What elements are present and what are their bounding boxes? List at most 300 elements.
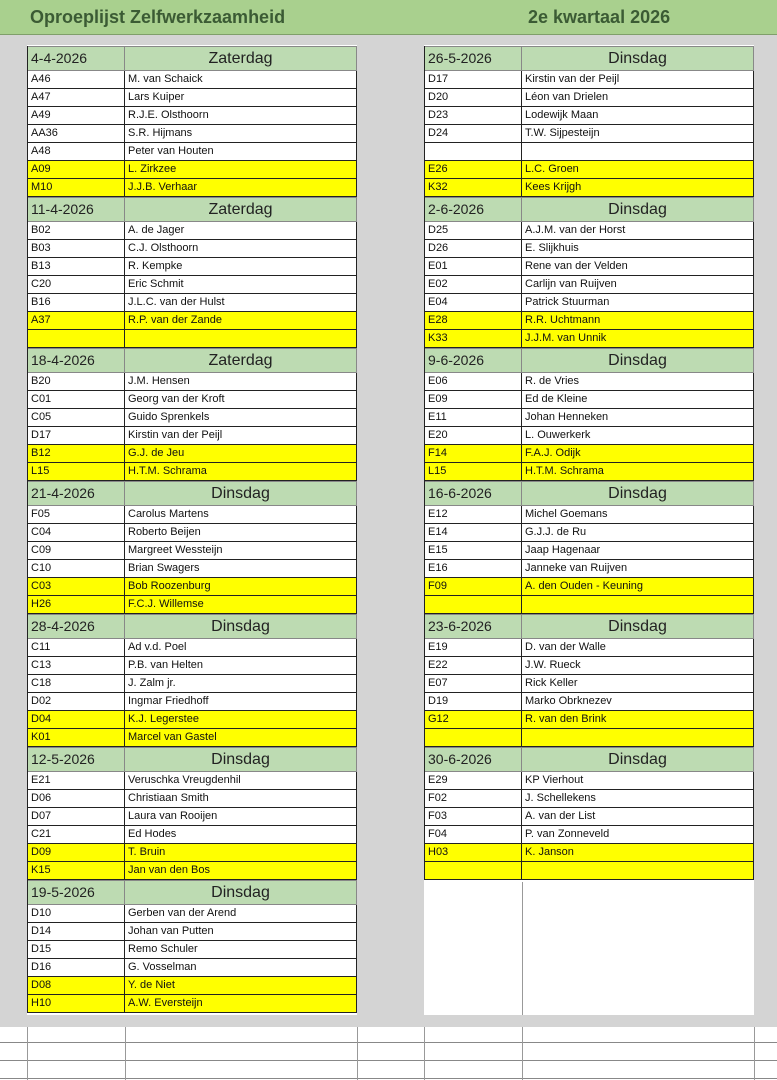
name-cell[interactable]: Michel Goemans: [522, 506, 754, 524]
grid-col-line: [125, 1027, 126, 1080]
name-cell[interactable]: A. van der List: [522, 808, 754, 826]
code-cell[interactable]: D08: [28, 977, 125, 995]
code-cell[interactable]: [28, 330, 125, 348]
table-row: [28, 222, 357, 240]
code-cell[interactable]: E11: [425, 409, 522, 427]
name-cell[interactable]: R. de Vries: [522, 373, 754, 391]
code-cell[interactable]: C05: [28, 409, 125, 427]
name-cell[interactable]: Marcel van Gastel: [125, 729, 357, 747]
table-row: [28, 772, 357, 790]
name-cell[interactable]: [522, 596, 754, 614]
code-cell[interactable]: C09: [28, 542, 125, 560]
name-cell[interactable]: A. den Ouden - Keuning: [522, 578, 754, 596]
table-row: [425, 294, 754, 312]
table-row: [425, 373, 754, 391]
code-cell[interactable]: B12: [28, 445, 125, 463]
name-cell[interactable]: Lodewijk Maan: [522, 107, 754, 125]
table-row: [425, 312, 754, 330]
code-cell[interactable]: E21: [28, 772, 125, 790]
top-strip: [0, 35, 777, 45]
block-header: [28, 348, 357, 373]
name-cell[interactable]: Johan Henneken: [522, 409, 754, 427]
name-cell[interactable]: Ed Hodes: [125, 826, 357, 844]
code-cell[interactable]: H26: [28, 596, 125, 614]
table-row: [425, 506, 754, 524]
block-day[interactable]: Zaterdag: [125, 197, 357, 222]
code-cell[interactable]: F05: [28, 506, 125, 524]
code-cell[interactable]: M10: [28, 179, 125, 197]
code-cell[interactable]: E26: [425, 161, 522, 179]
code-cell[interactable]: E12: [425, 506, 522, 524]
table-row: [28, 427, 357, 445]
table-row: [425, 427, 754, 445]
grid-col-line: [424, 1027, 425, 1080]
name-cell[interactable]: C.J. Olsthoorn: [125, 240, 357, 258]
code-cell[interactable]: E29: [425, 772, 522, 790]
table-row: [28, 905, 357, 923]
code-cell[interactable]: K15: [28, 862, 125, 880]
name-cell[interactable]: J.J.M. van Unnik: [522, 330, 754, 348]
name-cell[interactable]: Georg van der Kroft: [125, 391, 357, 409]
name-cell[interactable]: R.R. Uchtmann: [522, 312, 754, 330]
code-cell[interactable]: E15: [425, 542, 522, 560]
table-row: [425, 445, 754, 463]
table-row: [28, 542, 357, 560]
name-cell[interactable]: J.M. Hensen: [125, 373, 357, 391]
schedule-block: [27, 614, 357, 747]
code-cell[interactable]: D07: [28, 808, 125, 826]
table-row: [28, 711, 357, 729]
code-cell[interactable]: C21: [28, 826, 125, 844]
name-cell[interactable]: Johan van Putten: [125, 923, 357, 941]
block-header: [28, 614, 357, 639]
name-cell[interactable]: F.C.J. Willemse: [125, 596, 357, 614]
name-cell[interactable]: T.W. Sijpesteijn: [522, 125, 754, 143]
name-cell[interactable]: Carlijn van Ruijven: [522, 276, 754, 294]
code-cell[interactable]: [425, 596, 522, 614]
code-cell[interactable]: E19: [425, 639, 522, 657]
name-cell[interactable]: Y. de Niet: [125, 977, 357, 995]
name-cell[interactable]: F.A.J. Odijk: [522, 445, 754, 463]
name-cell[interactable]: R. van den Brink: [522, 711, 754, 729]
name-cell[interactable]: [522, 862, 754, 880]
grid-col-line: [27, 1027, 28, 1080]
table-row: [28, 330, 357, 348]
block-date[interactable]: 9-6-2026: [425, 348, 522, 373]
code-cell[interactable]: D19: [425, 693, 522, 711]
code-cell[interactable]: K33: [425, 330, 522, 348]
code-cell[interactable]: H03: [425, 844, 522, 862]
name-cell[interactable]: K.J. Legerstee: [125, 711, 357, 729]
code-cell[interactable]: D23: [425, 107, 522, 125]
block-header: [425, 747, 754, 772]
left-schedule-column: [27, 46, 357, 1013]
table-row: [425, 391, 754, 409]
code-cell[interactable]: D24: [425, 125, 522, 143]
table-row: [28, 675, 357, 693]
name-cell[interactable]: [125, 330, 357, 348]
block-date[interactable]: 16-6-2026: [425, 481, 522, 506]
name-cell[interactable]: J.J.B. Verhaar: [125, 179, 357, 197]
name-cell[interactable]: R. Kempke: [125, 258, 357, 276]
name-cell[interactable]: [522, 143, 754, 161]
name-cell[interactable]: Carolus Martens: [125, 506, 357, 524]
code-cell[interactable]: C03: [28, 578, 125, 596]
code-cell[interactable]: F14: [425, 445, 522, 463]
code-cell[interactable]: F04: [425, 826, 522, 844]
code-cell[interactable]: [425, 143, 522, 161]
code-cell[interactable]: B02: [28, 222, 125, 240]
block-header: [28, 880, 357, 905]
code-cell[interactable]: D14: [28, 923, 125, 941]
name-cell[interactable]: Ed de Kleine: [522, 391, 754, 409]
schedule-block: [424, 348, 754, 481]
code-cell[interactable]: C04: [28, 524, 125, 542]
table-row: [425, 657, 754, 675]
code-cell[interactable]: E16: [425, 560, 522, 578]
code-cell[interactable]: D26: [425, 240, 522, 258]
schedule-block: [424, 481, 754, 614]
table-row: [28, 578, 357, 596]
name-cell[interactable]: S.R. Hijmans: [125, 125, 357, 143]
code-cell[interactable]: E04: [425, 294, 522, 312]
table-row: [28, 729, 357, 747]
table-row: [28, 790, 357, 808]
code-cell[interactable]: H10: [28, 995, 125, 1013]
table-row: [425, 862, 754, 880]
table-row: [28, 373, 357, 391]
code-cell[interactable]: F03: [425, 808, 522, 826]
table-row: [28, 941, 357, 959]
code-cell[interactable]: C10: [28, 560, 125, 578]
code-cell[interactable]: E22: [425, 657, 522, 675]
name-cell[interactable]: Ad v.d. Poel: [125, 639, 357, 657]
table-row: [28, 161, 357, 179]
name-cell[interactable]: H.T.M. Schrama: [125, 463, 357, 481]
code-cell[interactable]: E14: [425, 524, 522, 542]
table-row: [28, 657, 357, 675]
block-day[interactable]: Dinsdag: [522, 747, 754, 772]
table-row: [28, 463, 357, 481]
table-row: [425, 542, 754, 560]
code-cell[interactable]: C11: [28, 639, 125, 657]
block-header: [425, 348, 754, 373]
code-cell[interactable]: E06: [425, 373, 522, 391]
code-cell[interactable]: E20: [425, 427, 522, 445]
table-row: [28, 445, 357, 463]
table-row: [425, 89, 754, 107]
code-cell[interactable]: G12: [425, 711, 522, 729]
block-date[interactable]: 11-4-2026: [28, 197, 125, 222]
table-row: [28, 89, 357, 107]
table-row: [425, 675, 754, 693]
table-row: [28, 959, 357, 977]
name-cell[interactable]: J.L.C. van der Hulst: [125, 294, 357, 312]
code-cell[interactable]: [425, 729, 522, 747]
table-row: [425, 826, 754, 844]
code-cell[interactable]: C20: [28, 276, 125, 294]
code-cell[interactable]: [425, 862, 522, 880]
table-row: [425, 240, 754, 258]
block-date[interactable]: 30-6-2026: [425, 747, 522, 772]
table-row: [28, 240, 357, 258]
code-cell[interactable]: E01: [425, 258, 522, 276]
block-header: [28, 481, 357, 506]
block-date[interactable]: 26-5-2026: [425, 46, 522, 71]
name-cell[interactable]: Kirstin van der Peijl: [125, 427, 357, 445]
block-date[interactable]: 12-5-2026: [28, 747, 125, 772]
name-cell[interactable]: Jan van den Bos: [125, 862, 357, 880]
block-date[interactable]: 4-4-2026: [28, 46, 125, 71]
schedule-block: [424, 747, 754, 880]
block-day[interactable]: Dinsdag: [522, 614, 754, 639]
code-cell[interactable]: K01: [28, 729, 125, 747]
block-header: [425, 197, 754, 222]
block-day[interactable]: Dinsdag: [125, 747, 357, 772]
name-cell[interactable]: J. Schellekens: [522, 790, 754, 808]
block-day[interactable]: Dinsdag: [522, 481, 754, 506]
name-cell[interactable]: KP Vierhout: [522, 772, 754, 790]
code-cell[interactable]: A46: [28, 71, 125, 89]
table-row: [28, 639, 357, 657]
code-cell[interactable]: L15: [28, 463, 125, 481]
name-cell[interactable]: Rene van der Velden: [522, 258, 754, 276]
block-day[interactable]: Dinsdag: [125, 481, 357, 506]
code-cell[interactable]: C01: [28, 391, 125, 409]
table-row: [425, 463, 754, 481]
block-date[interactable]: 19-5-2026: [28, 880, 125, 905]
code-cell[interactable]: B16: [28, 294, 125, 312]
name-cell[interactable]: Brian Swagers: [125, 560, 357, 578]
code-cell[interactable]: D09: [28, 844, 125, 862]
block-day[interactable]: Dinsdag: [125, 880, 357, 905]
block-date[interactable]: 21-4-2026: [28, 481, 125, 506]
code-cell[interactable]: A09: [28, 161, 125, 179]
name-cell[interactable]: J.W. Rueck: [522, 657, 754, 675]
table-row: [28, 391, 357, 409]
code-cell[interactable]: D20: [425, 89, 522, 107]
code-cell[interactable]: A47: [28, 89, 125, 107]
name-cell[interactable]: A. de Jager: [125, 222, 357, 240]
code-cell[interactable]: A37: [28, 312, 125, 330]
code-cell[interactable]: A48: [28, 143, 125, 161]
code-cell[interactable]: E28: [425, 312, 522, 330]
name-cell[interactable]: H.T.M. Schrama: [522, 463, 754, 481]
name-cell[interactable]: Eric Schmit: [125, 276, 357, 294]
table-row: [28, 258, 357, 276]
block-header: [28, 197, 357, 222]
name-cell[interactable]: Veruschka Vreugdenhil: [125, 772, 357, 790]
code-cell[interactable]: A49: [28, 107, 125, 125]
block-day[interactable]: Dinsdag: [522, 197, 754, 222]
block-day[interactable]: Dinsdag: [125, 614, 357, 639]
name-cell[interactable]: Roberto Beijen: [125, 524, 357, 542]
name-cell[interactable]: R.P. van der Zande: [125, 312, 357, 330]
schedule-block: [27, 348, 357, 481]
table-row: [425, 844, 754, 862]
code-cell[interactable]: B20: [28, 373, 125, 391]
name-cell[interactable]: Bob Roozenburg: [125, 578, 357, 596]
name-cell[interactable]: D. van der Walle: [522, 639, 754, 657]
name-cell[interactable]: L. Ouwerkerk: [522, 427, 754, 445]
code-cell[interactable]: F02: [425, 790, 522, 808]
quarter-title: 2e kwartaal 2026: [528, 7, 671, 27]
table-row: [28, 560, 357, 578]
code-cell[interactable]: D17: [425, 71, 522, 89]
name-cell[interactable]: Patrick Stuurman: [522, 294, 754, 312]
block-header: [425, 481, 754, 506]
code-cell[interactable]: L15: [425, 463, 522, 481]
block-date[interactable]: 28-4-2026: [28, 614, 125, 639]
code-cell[interactable]: K32: [425, 179, 522, 197]
name-cell[interactable]: M. van Schaick: [125, 71, 357, 89]
table-row: [425, 179, 754, 197]
empty-grid-line: [0, 1078, 777, 1079]
table-row: [425, 729, 754, 747]
name-cell[interactable]: L.C. Groen: [522, 161, 754, 179]
table-row: [28, 524, 357, 542]
table-row: [28, 995, 357, 1013]
table-row: [425, 711, 754, 729]
name-cell[interactable]: A.J.M. van der Horst: [522, 222, 754, 240]
table-row: [28, 506, 357, 524]
schedule-block: [27, 197, 357, 348]
code-cell[interactable]: E07: [425, 675, 522, 693]
code-cell[interactable]: D25: [425, 222, 522, 240]
name-cell[interactable]: G. Vosselman: [125, 959, 357, 977]
code-cell[interactable]: D10: [28, 905, 125, 923]
grid-col-line: [522, 1027, 523, 1080]
empty-grid-line: [0, 1060, 777, 1061]
name-cell[interactable]: A.W. Eversteijn: [125, 995, 357, 1013]
page-title: Oproeplijst Zelfwerkzaamheid: [30, 7, 286, 27]
name-cell[interactable]: T. Bruin: [125, 844, 357, 862]
code-cell[interactable]: D17: [28, 427, 125, 445]
name-cell[interactable]: P. van Zonneveld: [522, 826, 754, 844]
left-margin: [0, 35, 27, 1015]
name-cell[interactable]: K. Janson: [522, 844, 754, 862]
name-cell[interactable]: J. Zalm jr.: [125, 675, 357, 693]
table-row: [425, 639, 754, 657]
code-cell[interactable]: D15: [28, 941, 125, 959]
name-cell[interactable]: Léon van Drielen: [522, 89, 754, 107]
table-row: [425, 409, 754, 427]
block-day[interactable]: Zaterdag: [125, 46, 357, 71]
table-row: [425, 693, 754, 711]
block-day[interactable]: Dinsdag: [522, 46, 754, 71]
code-cell[interactable]: E02: [425, 276, 522, 294]
name-cell[interactable]: G.J. de Jeu: [125, 445, 357, 463]
name-cell[interactable]: Remo Schuler: [125, 941, 357, 959]
table-row: [425, 161, 754, 179]
name-cell[interactable]: Laura van Rooijen: [125, 808, 357, 826]
name-cell[interactable]: G.J.J. de Ru: [522, 524, 754, 542]
middle-gutter: [357, 35, 424, 1025]
grid-col-line: [522, 882, 523, 1015]
table-row: [425, 276, 754, 294]
block-header: [28, 46, 357, 71]
schedule-block: [424, 46, 754, 197]
name-cell[interactable]: Lars Kuiper: [125, 89, 357, 107]
table-row: [425, 258, 754, 276]
schedule-block: [27, 880, 357, 1013]
table-row: [28, 143, 357, 161]
title-bar: [0, 0, 777, 35]
table-row: [425, 524, 754, 542]
name-cell[interactable]: E. Slijkhuis: [522, 240, 754, 258]
schedule-block: [27, 481, 357, 614]
name-cell[interactable]: [522, 729, 754, 747]
code-cell[interactable]: C18: [28, 675, 125, 693]
name-cell[interactable]: Guido Sprenkels: [125, 409, 357, 427]
bottom-strip: [0, 1015, 777, 1027]
empty-grid-line: [0, 1042, 777, 1043]
code-cell[interactable]: C13: [28, 657, 125, 675]
code-cell[interactable]: B03: [28, 240, 125, 258]
table-row: [28, 977, 357, 995]
schedule-block: [27, 747, 357, 880]
table-row: [28, 409, 357, 427]
table-row: [28, 71, 357, 89]
table-row: [28, 808, 357, 826]
code-cell[interactable]: D02: [28, 693, 125, 711]
code-cell[interactable]: D16: [28, 959, 125, 977]
name-cell[interactable]: R.J.E. Olsthoorn: [125, 107, 357, 125]
code-cell[interactable]: D04: [28, 711, 125, 729]
block-date[interactable]: 23-6-2026: [425, 614, 522, 639]
block-day[interactable]: Zaterdag: [125, 348, 357, 373]
table-row: [28, 844, 357, 862]
block-day[interactable]: Dinsdag: [522, 348, 754, 373]
table-row: [28, 179, 357, 197]
name-cell[interactable]: Peter van Houten: [125, 143, 357, 161]
table-row: [425, 578, 754, 596]
table-row: [28, 923, 357, 941]
name-cell[interactable]: Janneke van Ruijven: [522, 560, 754, 578]
table-row: [425, 330, 754, 348]
block-date[interactable]: 18-4-2026: [28, 348, 125, 373]
code-cell[interactable]: B13: [28, 258, 125, 276]
name-cell[interactable]: Jaap Hagenaar: [522, 542, 754, 560]
code-cell[interactable]: AA36: [28, 125, 125, 143]
name-cell[interactable]: Ingmar Friedhoff: [125, 693, 357, 711]
table-row: [28, 826, 357, 844]
table-row: [425, 596, 754, 614]
code-cell[interactable]: E09: [425, 391, 522, 409]
table-row: [425, 772, 754, 790]
name-cell[interactable]: Christiaan Smith: [125, 790, 357, 808]
code-cell[interactable]: F09: [425, 578, 522, 596]
name-cell[interactable]: Gerben van der Arend: [125, 905, 357, 923]
block-header: [425, 614, 754, 639]
table-row: [28, 276, 357, 294]
name-cell[interactable]: Kirstin van der Peijl: [522, 71, 754, 89]
right-schedule-column: [424, 46, 754, 880]
name-cell[interactable]: Rick Keller: [522, 675, 754, 693]
code-cell[interactable]: D06: [28, 790, 125, 808]
name-cell[interactable]: L. Zirkzee: [125, 161, 357, 179]
table-row: [425, 790, 754, 808]
table-row: [425, 560, 754, 578]
name-cell[interactable]: P.B. van Helten: [125, 657, 357, 675]
block-date[interactable]: 2-6-2026: [425, 197, 522, 222]
table-row: [28, 107, 357, 125]
table-row: [425, 71, 754, 89]
name-cell[interactable]: Marko Obrknezev: [522, 693, 754, 711]
table-row: [28, 294, 357, 312]
name-cell[interactable]: Margreet Wessteijn: [125, 542, 357, 560]
name-cell[interactable]: Kees Krijgh: [522, 179, 754, 197]
